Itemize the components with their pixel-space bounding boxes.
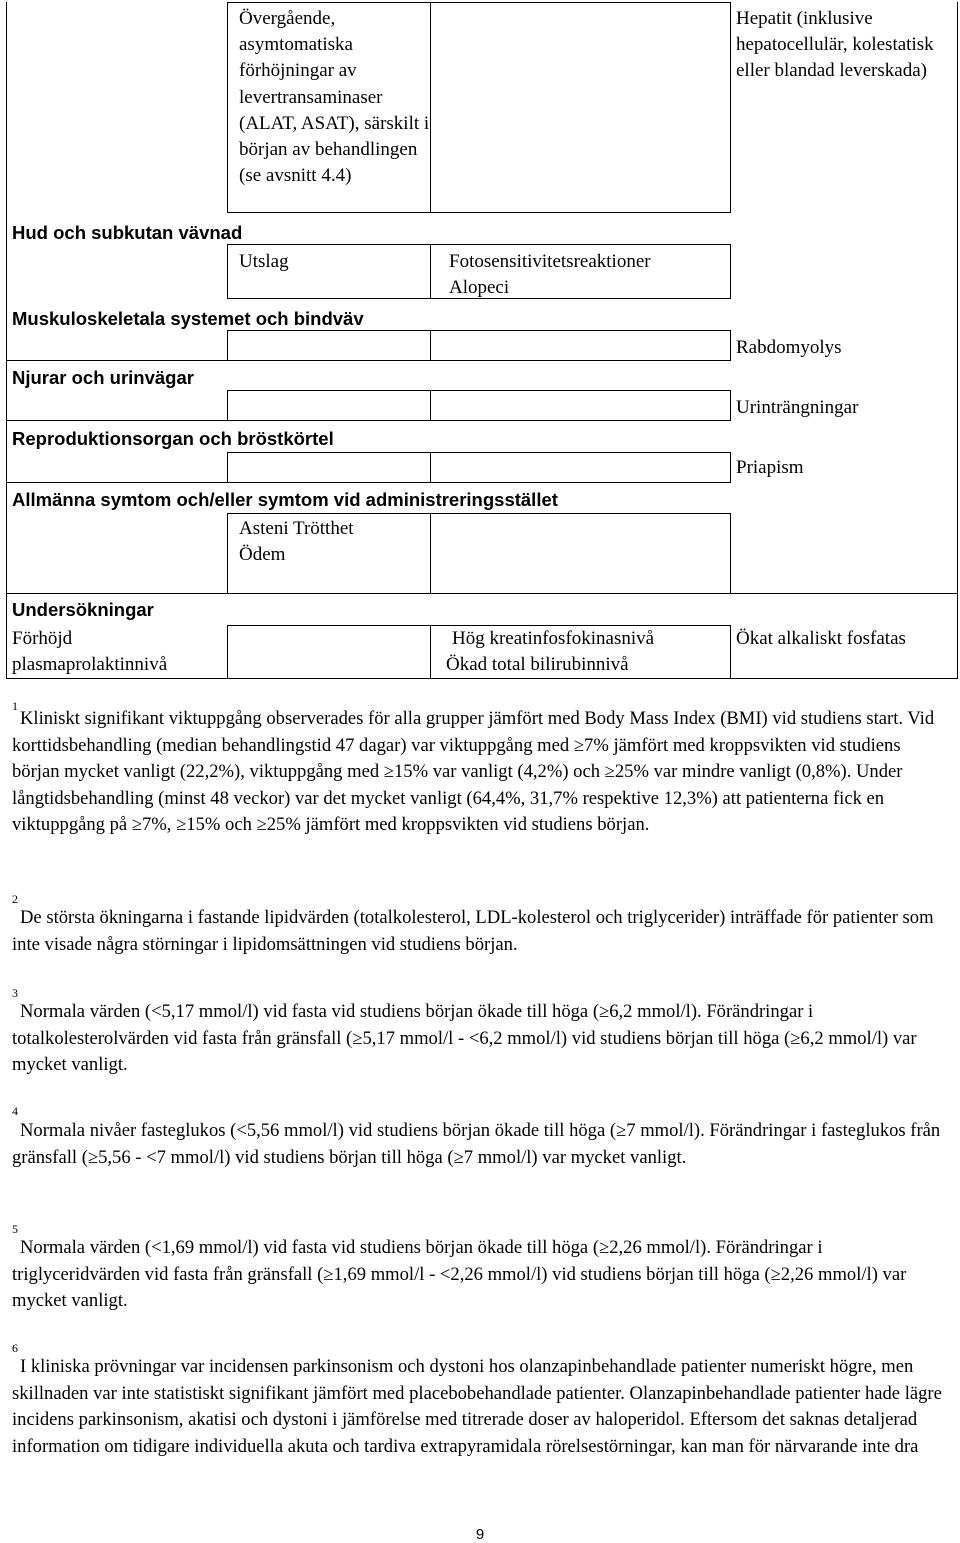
footnote-3-text: Normala värden (<5,17 mmol/l) vid fasta vid studiens början ökade till höga (≥6,2 mmol/l). Förändringar i totalkolesterolvärden vid fasta från gränsfall (≥5,17 mmol/l - <6,2 mmol/l) vid studiens början till höga (≥6,2 mmol/l) var mycket vanligt.	[12, 1001, 917, 1075]
page-number: 9	[475, 1526, 485, 1543]
category-undersokningar: Undersökningar	[12, 599, 154, 620]
footnote-5-number: 5	[12, 1222, 18, 1236]
footnote-3	[12, 999, 952, 1079]
footnote-2-number: 2	[12, 892, 18, 906]
footnote-3-number: 3	[12, 986, 18, 1000]
category-allmanna-symtom: Allmänna symtom och/eller symtom vid administreringsstället	[12, 489, 558, 510]
cell-alkaliskt-fosfatas: Ökat alkaliskt fosfatas	[736, 628, 906, 649]
cell-bilirubin: Ökad total bilirubinnivå	[446, 654, 629, 675]
footnote-4-number: 4	[12, 1104, 18, 1118]
cell-forhojd: Förhöjd	[12, 628, 73, 649]
cell-priapism: Priapism	[736, 457, 804, 478]
cell-odem: Ödem	[239, 544, 286, 565]
category-njurar: Njurar och urinvägar	[12, 367, 194, 388]
cell-kreatinfosfokinas: Hög kreatinfosfokinasnivå	[452, 628, 655, 649]
cell-rabdomyolys: Rabdomyolys	[736, 337, 842, 358]
cell-alopeci: Alopeci	[449, 277, 510, 298]
footnote-2	[12, 905, 952, 958]
category-muskuloskeletala: Muskuloskeletala systemet och bindväv	[12, 308, 364, 329]
category-reproduktion: Reproduktionsorgan och bröstkörtel	[12, 428, 334, 449]
adverse-reactions-table	[6, 2, 958, 679]
cell-utslag: Utslag	[239, 251, 289, 272]
footnote-1	[12, 706, 952, 839]
cell-hepatit: Hepatit (inklusive hepatocellulär, kolestatisk eller blandad leverskada)	[736, 8, 934, 82]
footnote-6-number: 6	[12, 1341, 18, 1355]
footnote-5-text: Normala värden (<1,69 mmol/l) vid fasta vid studiens början ökade till höga (≥2,26 mmol/l). Förändringar i triglyceridvärden vid fasta från gränsfall (≥1,69 mmol/l - <2,26 mmol/l) vid studiens början till höga (≥2,26 mmol/l) var mycket vanligt.	[12, 1237, 907, 1311]
footnote-1-text: Kliniskt signifikant viktuppgång observerades för alla grupper jämfört med Body Mass Index (BMI) vid studiens start. Vid korttidsbehandling (median behandlingstid 47 dagar) var viktuppgång med ≥7% jämfört med kroppsvikten vid studiens början mycket vanligt (22,2%), viktuppgång med ≥15% var vanligt (4,2%) och ≥25% var mindre vanligt (0,8%). Under långtidsbehandling (minst 48 veckor) var det mycket vanligt (64,4%, 31,7% respektive 12,3%) att patienterna fick en viktuppgång på ≥7%, ≥15% och ≥25% jämfört med kroppsvikten vid studiens början.	[12, 708, 935, 835]
footnote-4	[12, 1118, 952, 1171]
footnote-6	[12, 1354, 952, 1460]
cell-fotosensitivitet: Fotosensitivitetsreaktioner	[449, 251, 651, 272]
footnote-4-text: Normala nivåer fasteglukos (<5,56 mmol/l) vid studiens början ökade till höga (≥7 mmol/l). Förändringar i fasteglukos från gränsfall (≥5,56 - <7 mmol/l) vid studiens början till höga (≥7 mmol/l) var mycket vanligt.	[12, 1120, 941, 1168]
footnote-5	[12, 1235, 952, 1315]
cell-plasmaprolaktinniva: plasmaprolaktinnivå	[12, 654, 168, 675]
footnote-6-text: I kliniska prövningar var incidensen parkinsonism och dystoni hos olanzapinbehandlade patienter numeriskt högre, men skillnaden var inte statistiskt signifikant jämfört med placebobehandlade patienter. Olanzapinbehandlade patienter hade lägre incidens parkinsonism, akatisi och dystoni i jämförelse med titrerade doser av haloperidol. Eftersom det saknas detaljerad information om tidigare individuella akuta och tardiva extrapyramidala rörelsestörningar, kan man för närvarande inte dra	[12, 1356, 942, 1457]
footnote-2-text: De största ökningarna i fastande lipidvärden (totalkolesterol, LDL-kolesterol och triglycerider) inträffade för patienter som inte visade några störningar i lipidomsättningen vid studiens början.	[12, 907, 934, 955]
cell-urintrangningar: Urinträngningar	[736, 397, 859, 418]
footnote-1-number: 1	[12, 699, 18, 713]
category-hud: Hud och subkutan vävnad	[12, 222, 243, 243]
cell-asteni-trotthet: Asteni Trötthet	[239, 518, 354, 539]
cell-transaminaser: Övergående, asymtomatiska förhöjningar av levertransaminaser (ALAT, ASAT), särskilt i början av behandlingen (se avsnitt 4.4)	[239, 8, 430, 187]
